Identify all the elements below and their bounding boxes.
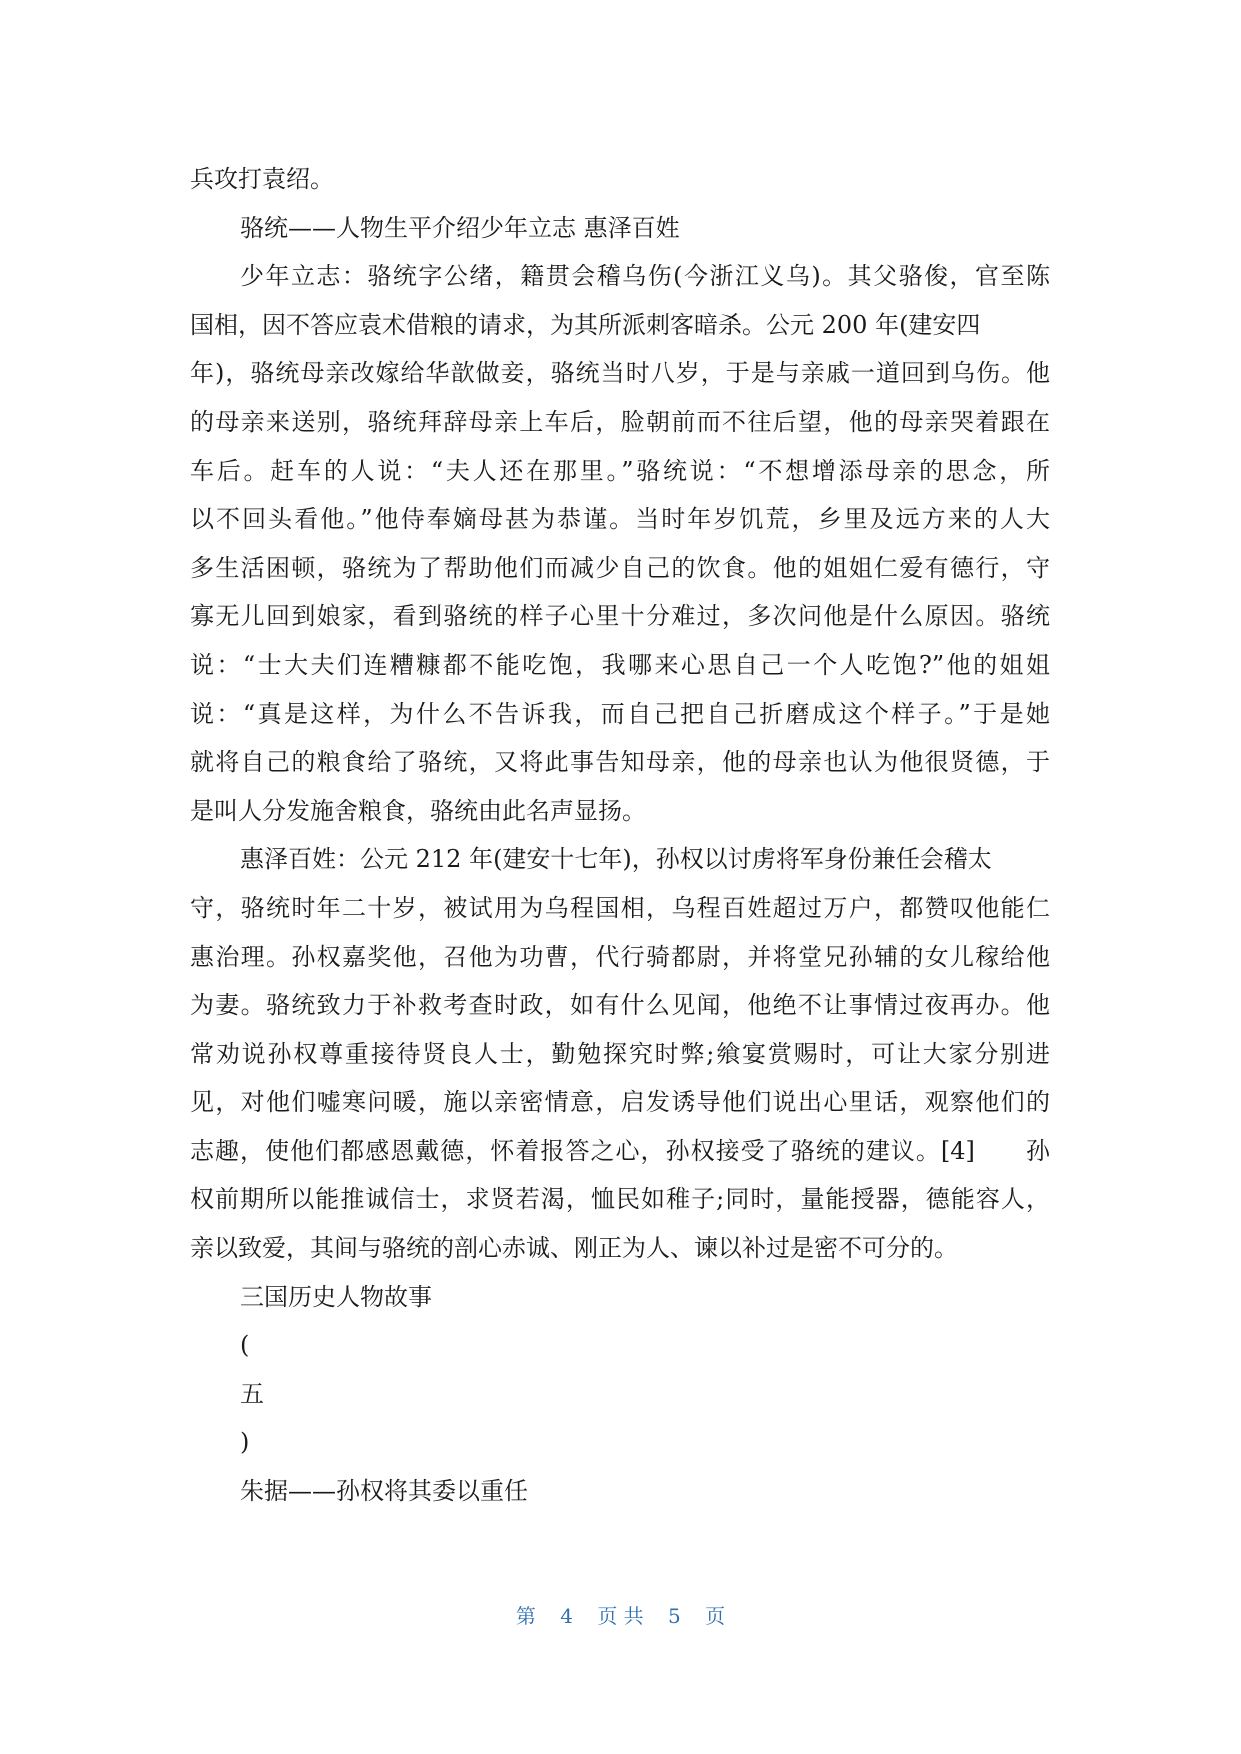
paragraph-line: 惠泽百姓：公元 212 年(建安十七年)，孙权以讨虏将军身份兼任会稽太 bbox=[240, 845, 992, 874]
paragraph-line: 说：“士大夫们连糟糠都不能吃饱，我哪来心思自己一个人吃饱?”他的姐姐 bbox=[190, 650, 1050, 679]
paragraph-line: 兵攻打袁绍。 bbox=[190, 165, 334, 193]
section-heading: 骆统——人物生平介绍少年立志 惠泽百姓 bbox=[240, 213, 680, 242]
section-heading: 三国历史人物故事 bbox=[240, 1282, 432, 1311]
paragraph-line: 的母亲来送别，骆统拜辞母亲上车后，脸朝前而不往后望，他的母亲哭着跟在 bbox=[190, 407, 1050, 436]
paragraph-line: 为妻。骆统致力于补救考查时政，如有什么见闻，他绝不让事情过夜再办。他 bbox=[190, 991, 1050, 1020]
paragraph-line: 寡无儿回到娘家，看到骆统的样子心里十分难过，多次问他是什么原因。骆统 bbox=[190, 602, 1050, 631]
paragraph-line: 见，对他们嘘寒问暖，施以亲密情意，启发诱导他们说出心里话，观察他们的 bbox=[190, 1088, 1050, 1117]
paragraph-line: 五 bbox=[240, 1379, 264, 1408]
paragraph-line: 常劝说孙权尊重接待贤良人士，勤勉探究时弊;飨宴赏赐时，可让大家分别进 bbox=[190, 1039, 1050, 1068]
paragraph-line: 亲以致爱，其间与骆统的剖心赤诚、刚正为人、谏以补过是密不可分的。 bbox=[190, 1234, 958, 1263]
paragraph-line: 是叫人分发施舍粮食，骆统由此名声显扬。 bbox=[190, 796, 646, 825]
paragraph-line: 守，骆统时年二十岁，被试用为乌程国相，乌程百姓超过万户，都赞叹他能仁 bbox=[190, 893, 1050, 922]
paragraph-line: 车后。赶车的人说：“夫人还在那里。”骆统说：“不想增添母亲的思念，所 bbox=[190, 456, 1050, 485]
paragraph-line: 权前期所以能推诚信士，求贤若渴，恤民如稚子;同时，量能授器，德能容人， bbox=[190, 1185, 1050, 1214]
paragraph-line: 国相，因不答应袁术借粮的请求，为其所派刺客暗杀。公元 200 年(建安四 bbox=[190, 310, 981, 339]
paragraph-line: 就将自己的粮食给了骆统，又将此事告知母亲，他的母亲也认为他很贤德，于 bbox=[190, 748, 1050, 777]
paragraph-line: 志趣，使他们都感恩戴德，怀着报答之心，孙权接受了骆统的建议。[4] 孙 bbox=[190, 1136, 1050, 1165]
page-footer bbox=[0, 1600, 1241, 1629]
paragraph-line: 少年立志：骆统字公绪，籍贯会稽乌伤(今浙江义乌)。其父骆俊，官至陈 bbox=[240, 262, 1050, 291]
paragraph-line: 多生活困顿，骆统为了帮助他们而减少自己的饮食。他的姐姐仁爱有德行，守 bbox=[190, 553, 1050, 582]
body-text bbox=[190, 155, 1050, 1516]
paragraph-line: 以不回头看他。”他侍奉嫡母甚为恭谨。当时年岁饥荒，乡里及远方来的人大 bbox=[190, 505, 1050, 534]
paragraph-line: 年)，骆统母亲改嫁给华歆做妾，骆统当时八岁，于是与亲戚一道回到乌伤。他 bbox=[190, 359, 1050, 388]
page-label-suffix: 页 bbox=[705, 1604, 726, 1628]
page-label-prefix: 第 bbox=[515, 1604, 536, 1628]
paragraph-line: ) bbox=[240, 1428, 250, 1457]
paragraph-line: 惠治理。孙权嘉奖他，召他为功曹，代行骑都尉，并将堂兄孙辅的女儿稼给他 bbox=[190, 942, 1050, 971]
total-pages-number: 5 bbox=[668, 1604, 681, 1628]
paragraph-line: ( bbox=[240, 1331, 250, 1360]
page-label-mid: 页 共 bbox=[597, 1604, 644, 1628]
section-heading: 朱据——孙权将其委以重任 bbox=[240, 1477, 528, 1506]
current-page-number: 4 bbox=[560, 1604, 573, 1628]
paragraph-line: 说：“真是这样，为什么不告诉我，而自己把自己折磨成这个样子。”于是她 bbox=[190, 699, 1050, 728]
